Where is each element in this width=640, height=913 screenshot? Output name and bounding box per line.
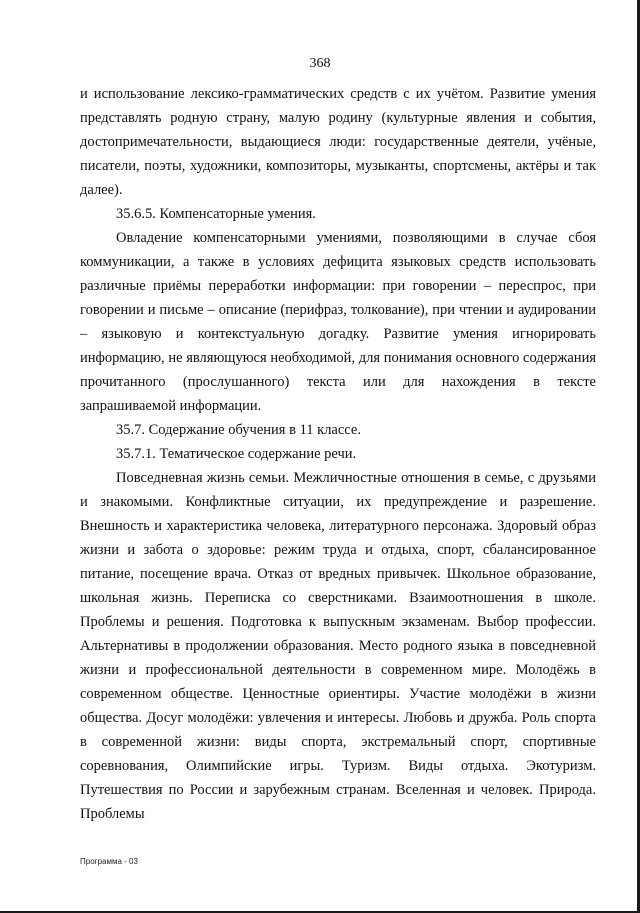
page-footer: Программа - 03 — [80, 857, 138, 866]
page-number: 368 — [309, 56, 331, 71]
paragraph-thematic-content: Повседневная жизнь семьи. Межличностные отношения в семье, с друзьями и знакомыми. Конфликтные ситуации, их предупреждение и разрешение. Внешность и характеристика человека, литературного персонажа. Здоровый образ жизни и забота о здоровье: режим труда и отдыха, спорт, сбалансированное питание, посещение врача. Отказ от вредных привычек. Школьное образование, школьная жизнь. Переписка со сверстниками. Взаимоотношения в школе. Проблемы и решения. Подготовка к выпускным экзаменам. Выбор профессии. Альтернативы в продолжении образования. Место родного языка в повседневной жизни и профессиональной деятельности в современном мире. Молодёжь в современном обществе. Ценностные ориентиры. Участие молодёжи в жизни общества. Досуг молодёжи: увлечения и интересы. Любовь и дружба. Роль спорта в современной жизни: виды спорта, экстремальный спорт, спортивные соревнования, Олимпийские игры. Туризм. Виды отдыха. Экотуризм. Путешествия по России и зарубежным странам. Вселенная и человек. Природа. Проблемы — [80, 470, 596, 822]
document-body — [80, 82, 596, 826]
section-heading-thematic-content: 35.7.1. Тематическое содержание речи. — [116, 446, 357, 462]
section-heading-compensatory-skills: 35.6.5. Компенсаторные умения. — [116, 206, 316, 222]
paragraph-continuation: и использование лексико-грамматических средств с их учётом. Развитие умения представлять родную страну, малую родину (культурные явления и события, достопримечательности, выдающиеся люди: государственные деятели, учёные, писатели, поэты, художники, композиторы, музыканты, спортсмены, актёры и так далее). — [80, 86, 596, 198]
paragraph-compensatory-skills: Овладение компенсаторными умениями, позволяющими в случае сбоя коммуникации, а также в условиях дефицита языковых средств использовать различные приёмы переработки информации: при говорении – переспрос, при говорении и письме – описание (перифраз, толкование), при чтении и аудировании – языковую и контекстуальную догадку. Развитие умения игнорировать информацию, не являющуюся необходимой, для понимания основного содержания прочитанного (прослушанного) текста или для нахождения в тексте запрашиваемой информации. — [80, 230, 596, 414]
section-heading-grade-11-content: 35.7. Содержание обучения в 11 классе. — [116, 422, 361, 438]
